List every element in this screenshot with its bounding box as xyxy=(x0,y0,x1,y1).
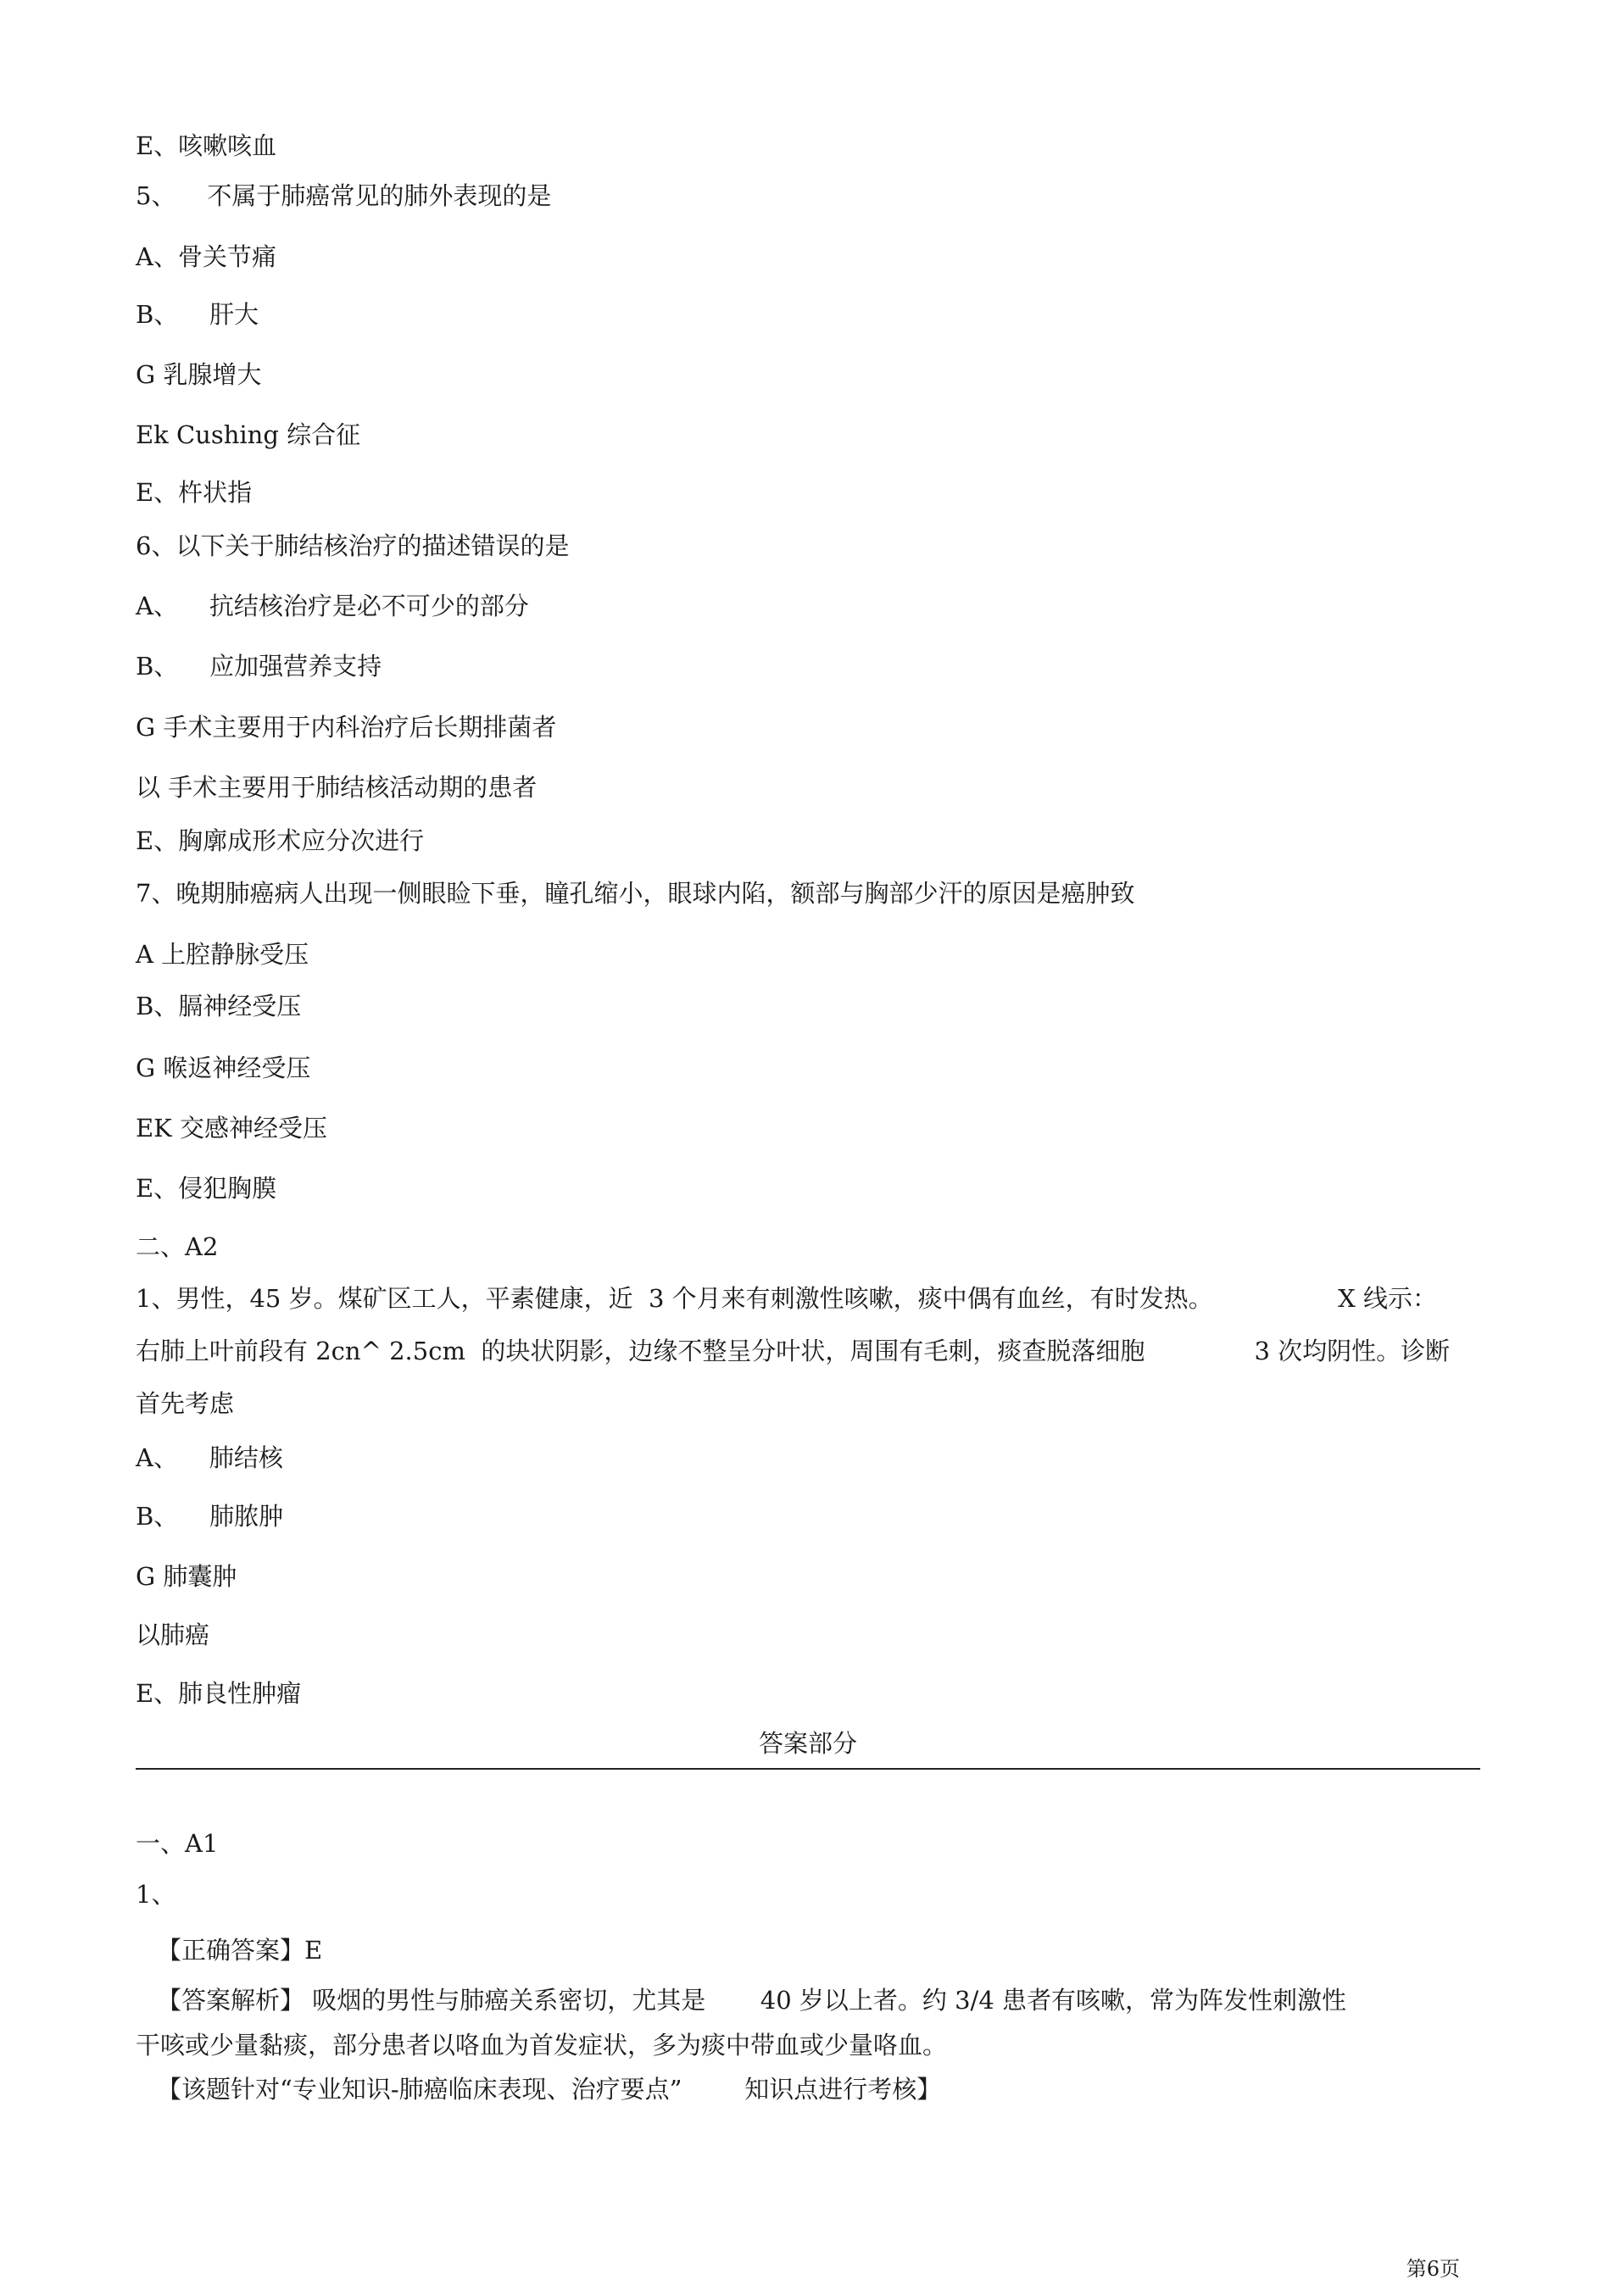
section-divider xyxy=(136,1768,1480,1770)
option-line: E、胸廓成形术应分次进行 xyxy=(136,826,425,855)
option-line: G 手术主要用于内科治疗后长期排菌者 xyxy=(136,713,557,742)
question-number: 1、 xyxy=(136,1880,176,1909)
analysis-text: 吸烟的男性与肺癌关系密切，尤其是 40 岁以上者。约 3/4 患者有咳嗽，常为阵发性刺激性 xyxy=(304,1986,1346,2015)
question-line: 7、晚期肺癌病人出现一侧眼睑下垂，瞳孔缩小，眼球内陷，额部与胸部少汗的原因是癌肿致 xyxy=(136,879,1135,908)
option-line: A 上腔静脉受压 xyxy=(136,940,309,969)
option-line: Ek Cushing 综合征 xyxy=(136,420,361,449)
a2-question: 1、男性，45 岁。煤矿区工人，平素健康，近 3 个月来有刺激性咳嗽，痰中偶有血丝，有时发热。 X 线示：右肺上叶前段有 2cn^ 2.5cm 的块状阴影，边缘不整呈分叶状，周围有毛刺，痰查脱落细胞 3 次均阴性。诊断首先考虑 xyxy=(136,1284,1451,1418)
option-line: 以肺癌 xyxy=(136,1621,210,1649)
knowledge-point: 【该题针对“专业知识-肺癌临床表现、治疗要点” 知识点进行考核】 xyxy=(157,2075,942,2104)
section-heading: 二、A2 xyxy=(136,1232,219,1261)
option-line: E、侵犯胸膜 xyxy=(136,1174,277,1203)
correct-answer: 【正确答案】E xyxy=(157,1936,323,1965)
option-line: B、 肺脓肿 xyxy=(136,1502,284,1531)
option-line: E、杵状指 xyxy=(136,478,253,507)
option-line: G 喉返神经受压 xyxy=(136,1053,311,1082)
question-line: 6、以下关于肺结核治疗的描述错误的是 xyxy=(136,531,570,560)
option-line: B、 肝大 xyxy=(136,300,259,329)
option-line: 以 手术主要用于肺结核活动期的患者 xyxy=(136,773,538,802)
section-heading: 一、A1 xyxy=(136,1829,219,1858)
option-line: A、 抗结核治疗是必不可少的部分 xyxy=(136,592,529,620)
option-line: B、膈神经受压 xyxy=(136,992,302,1020)
option-line: A、骨关节痛 xyxy=(136,242,276,271)
option-line: G 乳腺增大 xyxy=(136,360,262,389)
option-line: G 肺囊肿 xyxy=(136,1562,237,1591)
analysis-label: 【答案解析】 xyxy=(157,1986,305,2015)
analysis-text-continued: 干咳或少量黏痰，部分患者以咯血为首发症状，多为痰中带血或少量咯血。 xyxy=(136,2031,948,2060)
question-line: 5、 不属于肺癌常见的肺外表现的是 xyxy=(136,181,552,210)
option-line: E、肺良性肿瘤 xyxy=(136,1679,302,1708)
page-number: 第6页 xyxy=(1406,2257,1460,2281)
option-line: E、咳嗽咳血 xyxy=(136,131,277,160)
option-line: B、 应加强营养支持 xyxy=(136,652,382,681)
answer-section-title: 答案部分 xyxy=(758,1729,857,1758)
option-line: A、 肺结核 xyxy=(136,1443,283,1472)
option-line: EK 交感神经受压 xyxy=(136,1114,328,1142)
answer-analysis xyxy=(157,1985,1346,2015)
